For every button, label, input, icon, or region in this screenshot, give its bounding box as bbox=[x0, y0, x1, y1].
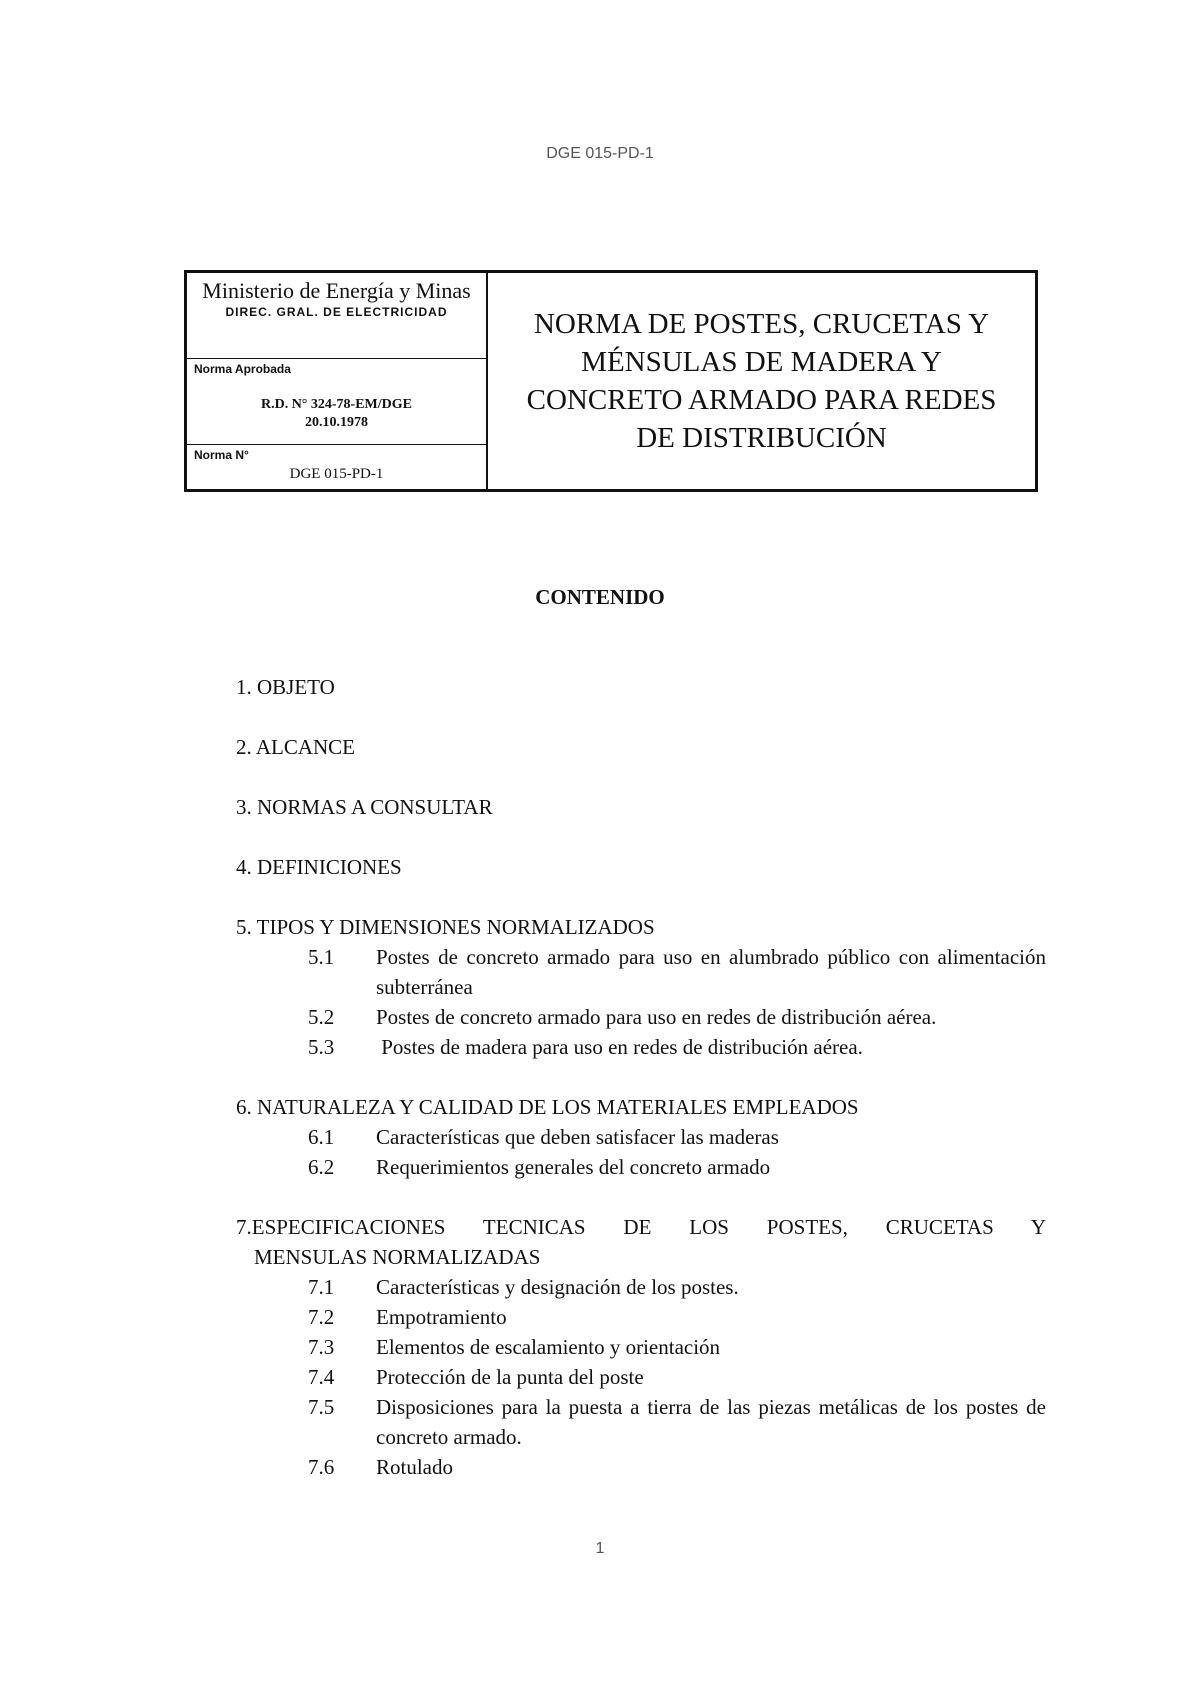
toc-subitem-number: 7.2 bbox=[308, 1305, 335, 1329]
toc-heading: 4. DEFINICIONES bbox=[236, 855, 402, 879]
number-label: Norma N° bbox=[194, 448, 249, 462]
approved-label: Norma Aprobada bbox=[194, 362, 291, 376]
toc-section-6 bbox=[236, 1092, 1046, 1182]
direction-name: DIREC. GRAL. DE ELECTRICIDAD bbox=[225, 305, 448, 319]
number-value: DGE 015-PD-1 bbox=[289, 466, 384, 482]
number-cell bbox=[187, 445, 486, 489]
toc-subitem-number: 7.1 bbox=[308, 1275, 335, 1299]
toc-section-3 bbox=[236, 792, 1046, 822]
toc-subitem bbox=[236, 1272, 1046, 1302]
toc-subitem-number: 7.5 bbox=[308, 1395, 335, 1419]
document-title: NORMA DE POSTES, CRUCETAS Y MÉNSULAS DE MADERA Y CONCRETO ARMADO PARA REDES DE DISTRIBUCIÓN bbox=[526, 308, 997, 454]
toc-subitem bbox=[236, 1152, 1046, 1182]
toc-subitem-number: 7.4 bbox=[308, 1365, 335, 1389]
toc-subitem-text: Postes de concreto armado para uso en redes de distribución aérea. bbox=[376, 1005, 937, 1029]
toc-subitem-number: 7.3 bbox=[308, 1335, 335, 1359]
toc-heading-line-2: MENSULAS NORMALIZADAS bbox=[254, 1245, 541, 1269]
toc-subitem-text: Postes de concreto armado para uso en alumbrado público con alimentación subterránea bbox=[376, 945, 1046, 999]
toc-subitem-text: Características y designación de los postes. bbox=[376, 1275, 739, 1299]
toc-section-1 bbox=[236, 672, 1046, 702]
toc-subitem-number: 5.3 bbox=[308, 1035, 335, 1059]
ministry-cell bbox=[187, 273, 486, 359]
toc-subitem-text: Disposiciones para la puesta a tierra de las piezas metálicas de los postes de concreto armado. bbox=[376, 1395, 1046, 1449]
title-block bbox=[184, 270, 1038, 492]
toc-subitem-number: 5.1 bbox=[308, 945, 335, 969]
toc-subitem bbox=[236, 1332, 1046, 1362]
rd-line-2: 20.10.1978 bbox=[305, 415, 368, 430]
table-of-contents bbox=[236, 672, 1046, 1482]
toc-heading: 5. TIPOS Y DIMENSIONES NORMALIZADOS bbox=[236, 915, 655, 939]
toc-subitem-text: Características que deben satisfacer las maderas bbox=[376, 1125, 779, 1149]
toc-subitem bbox=[236, 1122, 1046, 1152]
toc-subitem bbox=[236, 1362, 1046, 1392]
toc-subitem-text: Requerimientos generales del concreto armado bbox=[376, 1155, 771, 1179]
toc-subitem bbox=[236, 942, 1046, 1002]
contents-title: CONTENIDO bbox=[535, 585, 665, 609]
toc-subitem-number: 6.2 bbox=[308, 1155, 335, 1179]
toc-subitem-number: 6.1 bbox=[308, 1125, 335, 1149]
toc-heading: 3. NORMAS A CONSULTAR bbox=[236, 795, 493, 819]
toc-section-5 bbox=[236, 912, 1046, 1062]
page-header-code: DGE 015-PD-1 bbox=[546, 145, 654, 162]
ministry-name: Ministerio de Energía y Minas bbox=[202, 278, 471, 303]
approved-cell bbox=[187, 359, 486, 445]
toc-subitem bbox=[236, 1452, 1046, 1482]
toc-section-2 bbox=[236, 732, 1046, 762]
toc-heading: 1. OBJETO bbox=[236, 675, 335, 699]
toc-subitem-text: Postes de madera para uso en redes de distribución aérea. bbox=[376, 1035, 863, 1059]
toc-heading-line-1: 7.ESPECIFICACIONES TECNICAS DE LOS POSTES, CRUCETAS Y bbox=[236, 1215, 1046, 1239]
rd-line-1: R.D. N° 324-78-EM/DGE bbox=[260, 397, 413, 412]
toc-heading: 6. NATURALEZA Y CALIDAD DE LOS MATERIALES EMPLEADOS bbox=[236, 1095, 859, 1119]
page-number: 1 bbox=[595, 1540, 605, 1557]
rd-text bbox=[187, 396, 486, 432]
title-block-left bbox=[187, 273, 488, 489]
toc-subitem-text: Elementos de escalamiento y orientación bbox=[376, 1335, 721, 1359]
toc-subitem bbox=[236, 1302, 1046, 1332]
toc-subitem-text: Empotramiento bbox=[376, 1305, 507, 1329]
toc-subitem-text: Rotulado bbox=[376, 1455, 453, 1479]
toc-section-7 bbox=[236, 1212, 1046, 1482]
toc-section-4 bbox=[236, 852, 1046, 882]
toc-subitem-number: 5.2 bbox=[308, 1005, 335, 1029]
toc-subitem-number: 7.6 bbox=[308, 1455, 335, 1479]
toc-subitem bbox=[236, 1032, 1046, 1062]
title-block-right bbox=[488, 273, 1035, 489]
toc-subitem bbox=[236, 1392, 1046, 1452]
toc-subitem bbox=[236, 1002, 1046, 1032]
toc-heading: 2. ALCANCE bbox=[236, 735, 356, 759]
toc-subitem-text: Protección de la punta del poste bbox=[376, 1365, 644, 1389]
